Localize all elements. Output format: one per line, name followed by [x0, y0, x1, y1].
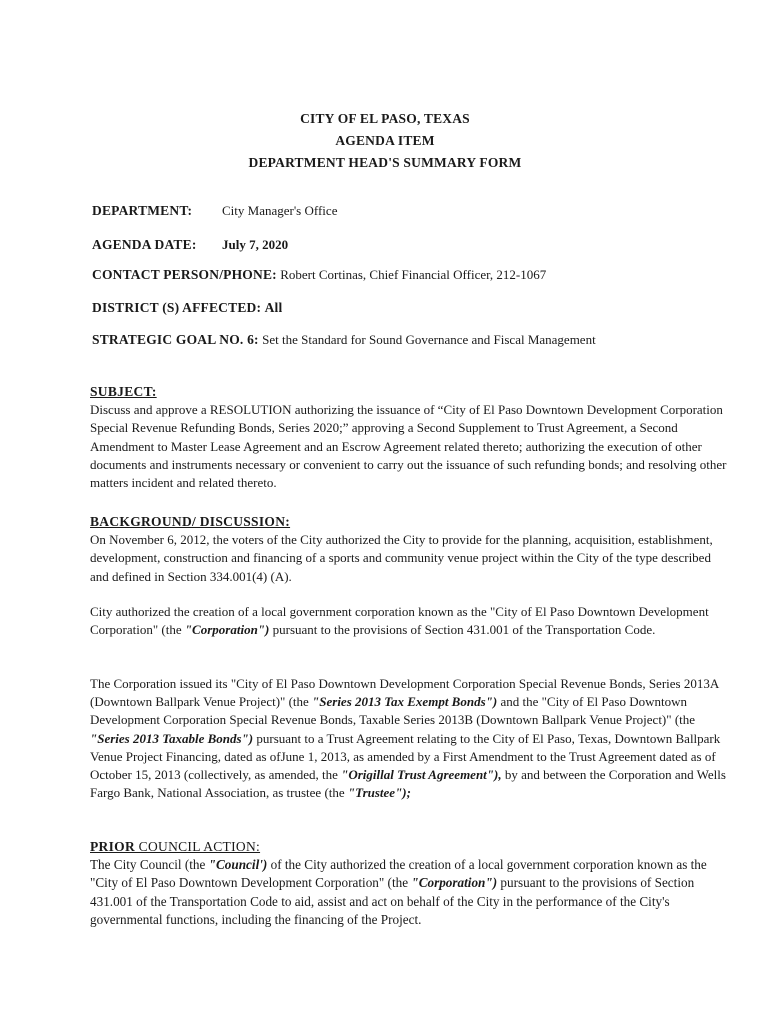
department-label: DEPARTMENT:	[92, 203, 193, 218]
subject-section	[90, 383, 730, 492]
agenda-date-field	[92, 237, 289, 253]
strategic-goal-field	[92, 332, 596, 348]
department-field	[92, 203, 338, 219]
background-heading: BACKGROUND/ DISCUSSION:	[90, 514, 291, 529]
trustee-term: "Trustee");	[347, 785, 411, 801]
corporation-term: "Corporation")	[184, 622, 270, 638]
department-value: City Manager's Office	[222, 203, 338, 218]
council-term: "Council')	[208, 857, 268, 873]
agenda-date-value: July 7, 2020	[222, 237, 289, 252]
tax-exempt-bonds-term: "Series 2013 Tax Exempt Bonds")	[312, 694, 498, 710]
district-value: All	[264, 300, 283, 315]
background-section	[90, 513, 730, 586]
corporation-term-2: "Corporation")	[411, 875, 498, 891]
subject-heading: SUBJECT:	[90, 384, 157, 399]
background-paragraph-3-block	[90, 675, 730, 802]
background-paragraph-1: On November 6, 2012, the voters of the City authorized the City to provide for the planning, acquisition, establishment, development, construction and financing of a sports and community venue project within the City of the type described and defined in Section 334.001(4) (A).	[90, 532, 713, 584]
contact-value: Robert Cortinas, Chief Financial Officer, 212-1067	[280, 267, 547, 282]
background-paragraph-2: City authorized the creation of a local government corporation known as the "City of El Paso Downtown Development Corporation" (the "Corporation") pursuant to the provisions of Section 431.001 of the Transportation Code.	[90, 604, 709, 638]
original-trust-agreement-term: "Origillal Trust Agreement"),	[341, 767, 502, 783]
agenda-date-label: AGENDA DATE:	[92, 237, 197, 252]
taxable-bonds-term: "Series 2013 Taxable Bonds")	[90, 730, 254, 746]
district-field	[92, 300, 282, 316]
background-paragraph-2-block	[90, 603, 730, 639]
prior-council-action-text: The City Council (the "Council') of the City authorized the creation of a local government corporation known as the "City of El Paso Downtown Development Corporation" (the "Corporation") pursuant to the provisions of Section 431.001 of the Transportation Code to aid, assist and act on behalf of the City in the performance of the City's governmental functions, including the financing of the Project.	[90, 857, 707, 927]
title-form-name: DEPARTMENT HEAD'S SUMMARY FORM	[248, 155, 522, 170]
contact-label: CONTACT PERSON/PHONE:	[92, 267, 277, 282]
strategic-goal-value: Set the Standard for Sound Governance and Fiscal Management	[262, 332, 596, 347]
prior-council-action-section	[90, 838, 730, 929]
title-city: CITY OF EL PASO, TEXAS	[300, 111, 470, 126]
title-agenda-item: AGENDA ITEM	[335, 133, 435, 148]
prior-council-action-heading: PRIOR COUNCIL ACTION:	[90, 839, 261, 854]
district-label: DISTRICT (S) AFFECTED:	[92, 300, 262, 315]
subject-text: Discuss and approve a RESOLUTION authorizing the issuance of “City of El Paso Downtown Development Corporation Special Revenue Refunding Bonds, Series 2020;” approving a Second Supplement to Trust Agreement, a Second Amendment to Master Lease Agreement and an Escrow Agreement related thereto; authorizing the execution of other documents and instruments necessary or convenient to carry out the issuance of such refunding bonds; and resolving other matters incident and related thereto.	[90, 402, 727, 491]
document-title	[0, 108, 770, 174]
background-paragraph-3: The Corporation issued its "City of El Paso Downtown Development Corporation Special Revenue Bonds, Series 2013A (Downtown Ballpark Venue Project)" (the "Series 2013 Tax Exempt Bonds") and the "City of El Paso Downtown Development Corporation Special Revenue Bonds, Taxable Series 2013B (Downtown Ballpark Venue Project)" (the "Series 2013 Taxable Bonds") pursuant to a Trust Agreement relating to the City of El Paso, Texas, Downtown Ballpark Venue Project Financing, dated as ofJune 1, 2013, as amended by a First Amendment to the Trust Agreement dated as of October 15, 2013 (collectively, as amended, the "Origillal Trust Agreement"), by and between the Corporation and Wells Fargo Bank, National Association, as trustee (the "Trustee");	[90, 676, 726, 801]
strategic-goal-label: STRATEGIC GOAL NO. 6:	[92, 332, 259, 347]
contact-field	[92, 267, 546, 283]
